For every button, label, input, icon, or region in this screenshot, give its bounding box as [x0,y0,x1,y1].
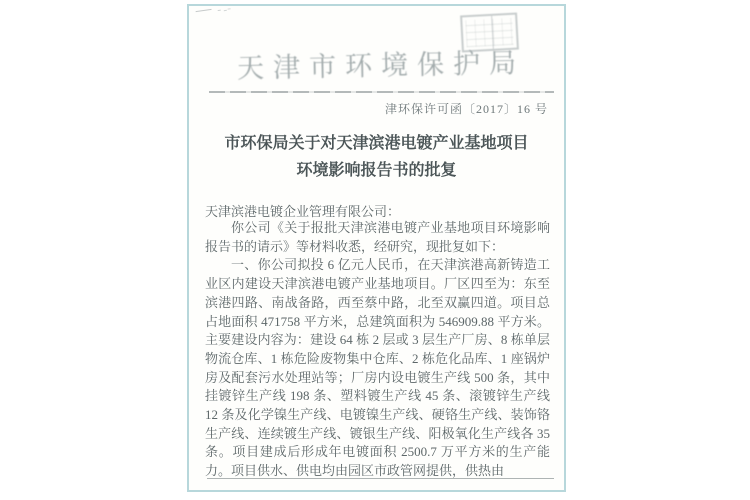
addressee-salutation: 天津滨港电镀企业管理有限公司： [205,204,401,219]
document-reference-number: 津环保许可函〔2017〕16 号 [384,102,548,116]
document-title-line2: 环境影响报告书的批复 [296,162,457,179]
body-paragraph-1: 你公司《关于报批天津滨港电镀产业基地项目环境影响报告书的请示》等材料收悉，经研究，现批复如下： [205,220,550,254]
document-body [205,219,550,481]
page-footer-rule [207,478,554,479]
pencil-smudge-marks [196,9,213,18]
letterhead-separator-rule [209,91,554,93]
document-title-line1: 市环保局关于对天津滨港电镀产业基地项目 [224,135,529,152]
scanned-document-page [187,4,566,492]
body-paragraph-2: 一、你公司拟投 6 亿元人民币，在天津滨港高新铸造工业区内建设天津滨港电镀产业基地项目。厂区四至为：东至滨港四路、南战备路，西至蔡中路，北至双赢四道。项目总占地面积 471758 平方米，总建筑面积为 546909.88 平方米。主要建设内容为：建设 64 栋 2 层或 3 层生产厂房、8 栋单层物流仓库、1 栋危险废物集中仓库、2 栋危化品库、1 座锅炉房及配套污水处理站等；厂房内设电镀生产线 500 条，其中挂镀锌生产线 198 条、塑料镀生产线 45 条、滚镀锌生产线 12 条及化学镍生产线、电镀镍生产线、硬铬生产线、装饰铬生产线、连续镀生产线、镀银生产线、阳极氧化生产线各 35 条。项目建成后形成年电镀面积 2500.7 万平方米的生产能力。项目供水、供电均由园区市政管网提供，供热由 [205,257,550,479]
document-title [207,130,546,184]
letterhead-agency-name: 天津市环境保护局 [236,48,526,84]
